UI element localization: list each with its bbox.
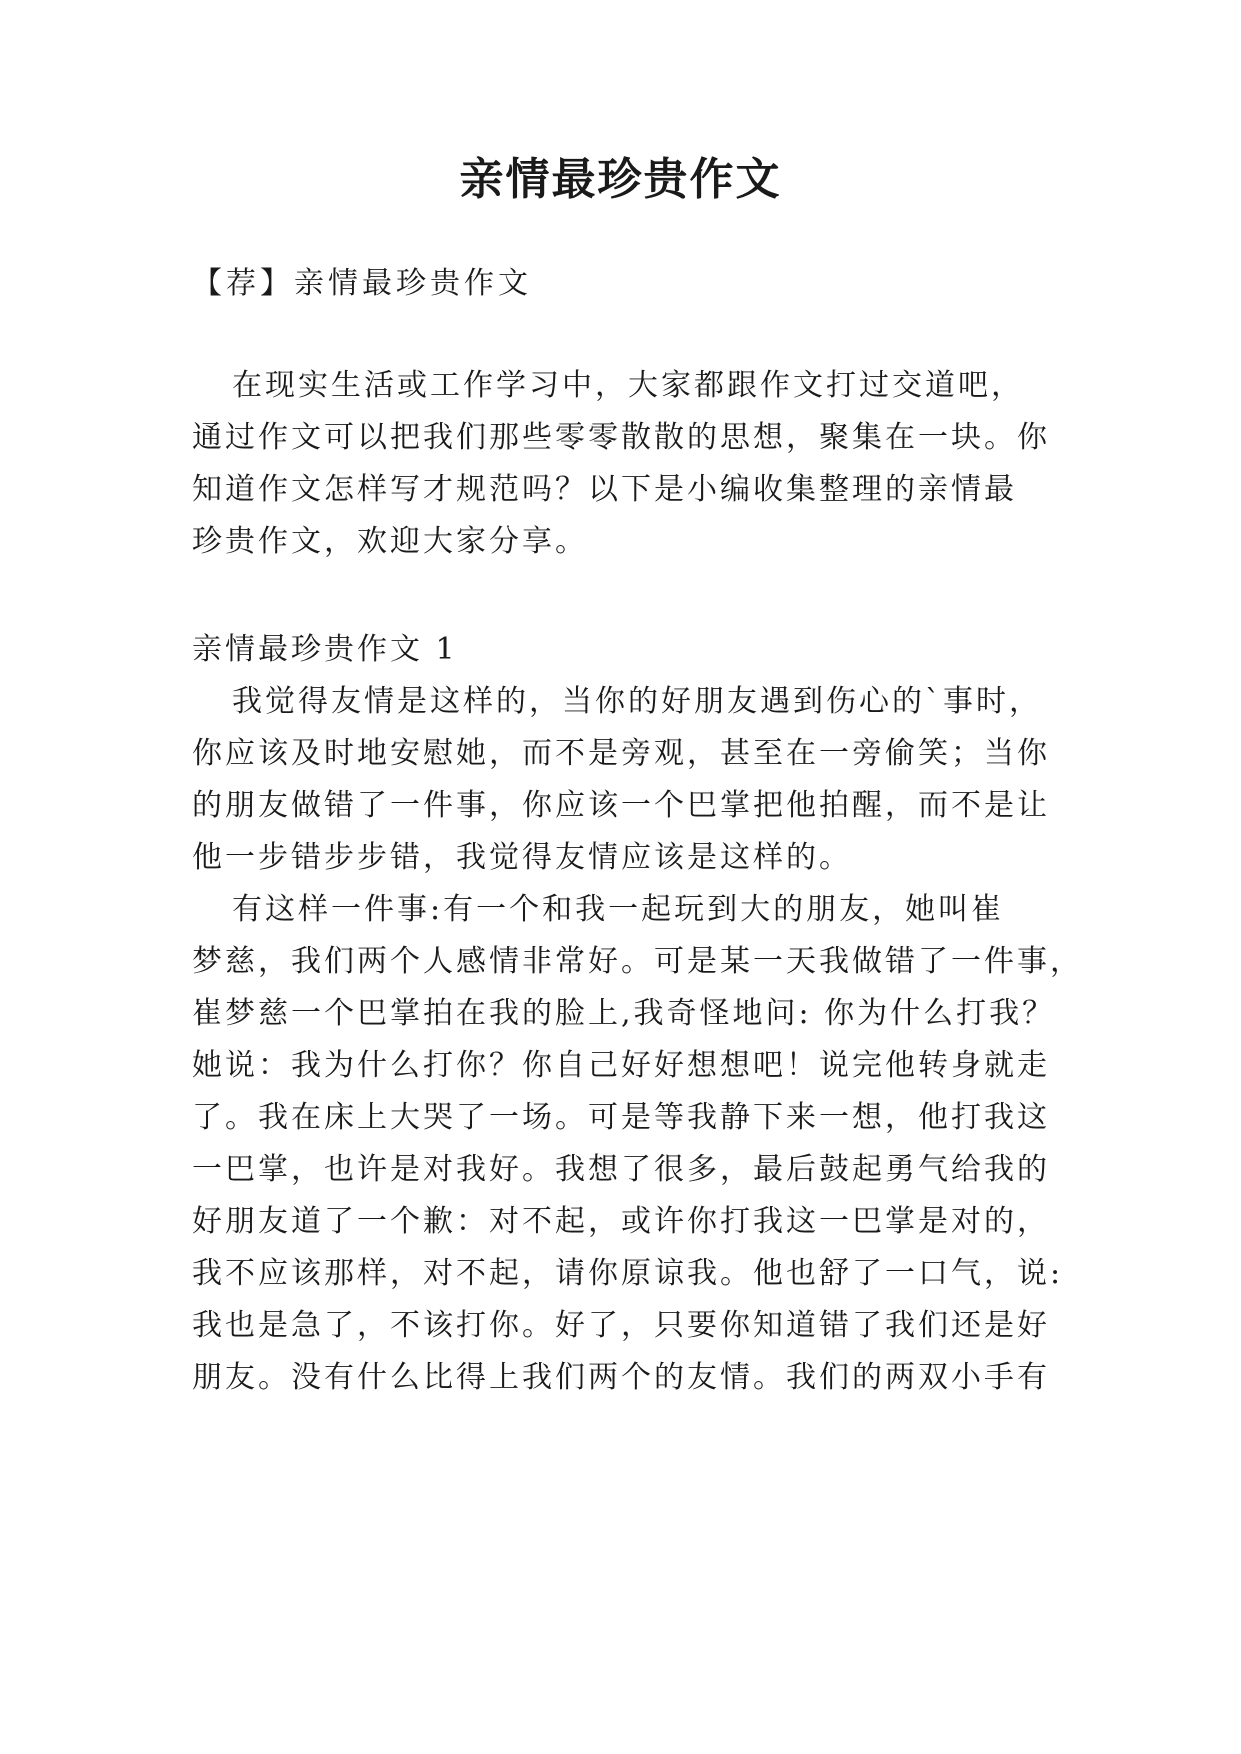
paragraph-line: 我不应该那样，对不起，请你原谅我。他也舒了一口气，说: xyxy=(192,1256,1064,1291)
document-subtitle: 【荐】亲情最珍贵作文 xyxy=(192,266,532,301)
paragraph-line: 的朋友做错了一件事，你应该一个巴掌把他拍醒，而不是让 xyxy=(192,788,1050,823)
paragraph-line: 朋友。没有什么比得上我们两个的友情。我们的两双小手有 xyxy=(192,1360,1050,1395)
paragraph-line: 有这样一件事:有一个和我一起玩到大的朋友，她叫崔 xyxy=(232,892,1005,927)
paragraph-line: 一巴掌，也许是对我好。我想了很多，最后鼓起勇气给我的 xyxy=(192,1152,1050,1187)
paragraph-line: 梦慈，我们两个人感情非常好。可是某一天我做错了一件事， xyxy=(192,944,1083,979)
paragraph-line: 了。我在床上大哭了一场。可是等我静下来一想，他打我这 xyxy=(192,1100,1050,1135)
paragraph-line: 我觉得友情是这样的，当你的好朋友遇到伤心的`事时， xyxy=(232,684,1042,719)
paragraph-line: 知道作文怎样写才规范吗？以下是小编收集整理的亲情最 xyxy=(192,472,1017,507)
paragraph-line: 她说：我为什么打你？你自己好好想想吧！说完他转身就走 xyxy=(192,1048,1050,1083)
paragraph-line: 好朋友道了一个歉：对不起，或许你打我这一巴掌是对的， xyxy=(192,1204,1050,1239)
paragraph-line: 珍贵作文，欢迎大家分享。 xyxy=(192,524,588,559)
paragraph-line: 通过作文可以把我们那些零零散散的思想，聚集在一块。你 xyxy=(192,420,1050,455)
paragraph-line: 他一步错步步错，我觉得友情应该是这样的。 xyxy=(192,840,852,875)
section-heading: 亲情最珍贵作文 1 xyxy=(192,632,458,667)
paragraph-line: 崔梦慈一个巴掌拍在我的脸上,我奇怪地问: 你为什么打我？ xyxy=(192,996,1056,1031)
paragraph-line: 我也是急了，不该打你。好了，只要你知道错了我们还是好 xyxy=(192,1308,1050,1343)
paragraph-line: 你应该及时地安慰她，而不是旁观，甚至在一旁偷笑；当你 xyxy=(192,736,1050,771)
paragraph-line: 在现实生活或工作学习中，大家都跟作文打过交道吧， xyxy=(232,368,1024,403)
document-title: 亲情最珍贵作文 xyxy=(459,154,782,205)
